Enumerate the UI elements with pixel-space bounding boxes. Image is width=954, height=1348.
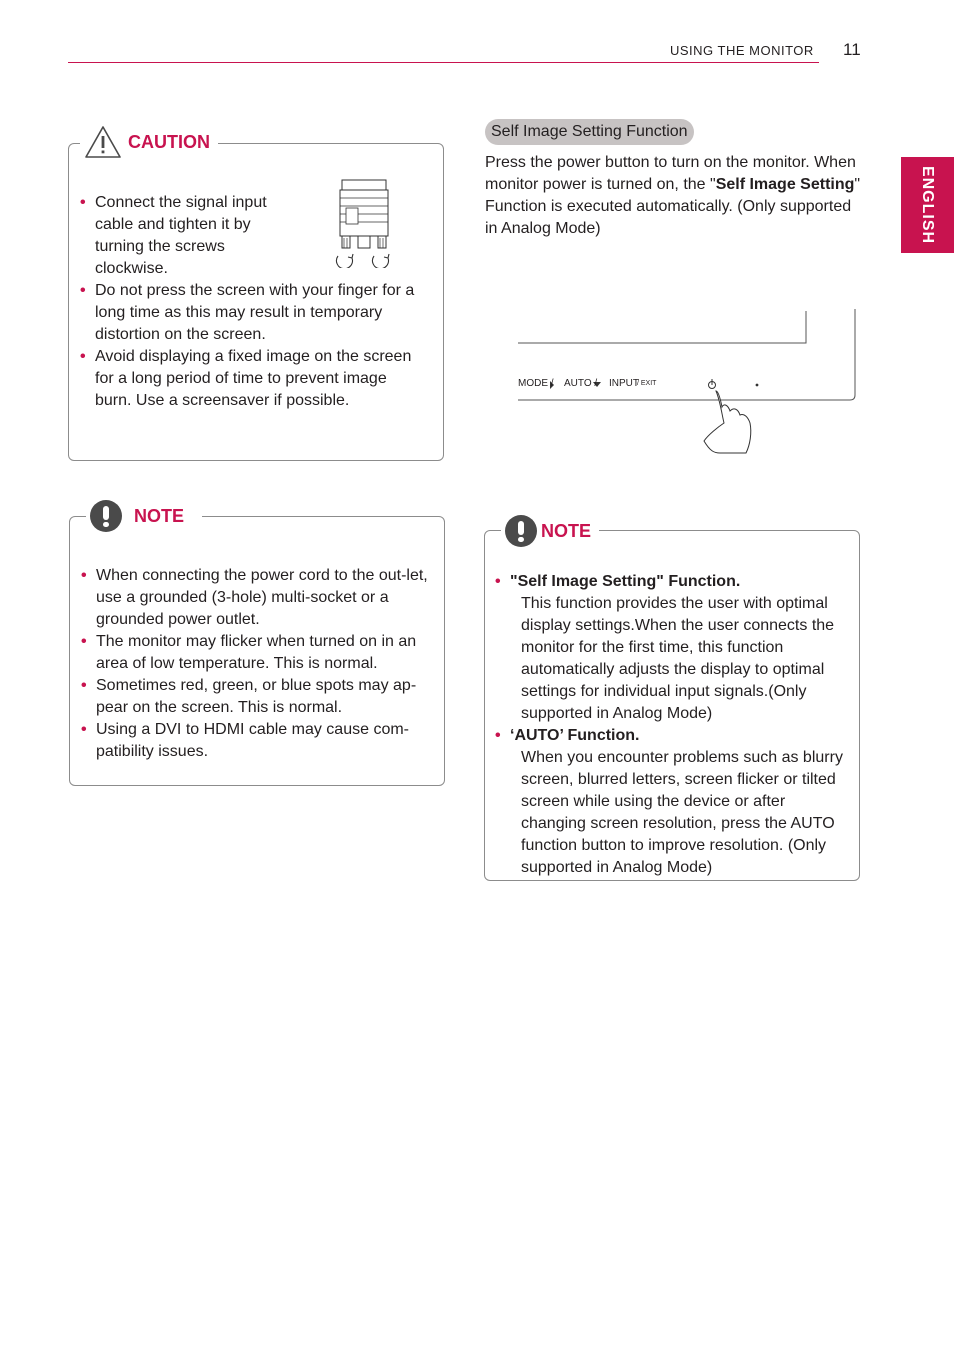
note-list-left (81, 565, 431, 763)
exclamation-icon (90, 500, 122, 532)
auto-button-label: AUTO / (564, 378, 598, 389)
list-item: • The monitor may flicker when turned on in an area of low temperature. This is normal. (81, 631, 431, 675)
warning-triangle-icon (84, 125, 122, 159)
mode-button-label: MODE / (518, 378, 554, 389)
language-tab-label: ENGLISH (919, 165, 936, 245)
language-tab (901, 157, 954, 253)
signal-cable-connector-illustration (332, 178, 396, 268)
section-heading-pill: Self Image Setting Function (485, 119, 694, 145)
header-divider (68, 62, 819, 63)
input-button-label: INPUT (609, 378, 639, 389)
monitor-bezel-illustration (510, 305, 862, 460)
note-title-left: NOTE (134, 505, 185, 526)
list-item: • Avoid displaying a fixed image on the screen for a long period of time to prevent image burn. Use a screensaver if possible. (80, 346, 420, 412)
section-title: USING THE MONITOR (670, 43, 814, 58)
note-heading-right (501, 512, 599, 550)
caution-title: CAUTION (128, 131, 210, 152)
list-item: • Sometimes red, green, or blue spots may ap-pear on the screen. This is normal. (81, 675, 431, 719)
exclamation-icon (505, 515, 537, 547)
list-item: • "Self Image Setting" Function. This function provides the user with optimal display settings.When the user connects the monitor for the first time, this function automatically adjusts the display to optimal settings for individual input signals.(Only supported in Analog Mode) (495, 571, 850, 725)
note-title-right: NOTE (541, 520, 592, 541)
self-image-paragraph: Press the power button to turn on the monitor. When monitor power is turned on, the "Self Image Setting" Function is executed automatically. (Only supported in Analog Mode) (485, 154, 861, 237)
list-item: • ‘AUTO’ Function. When you encounter problems such as blurry screen, blurred letters, screen flicker or tilted screen while using the device or after changing screen resolution, press the AUTO function button to improve resolution. (Only supported in Analog Mode) (495, 725, 850, 879)
list-item: • Using a DVI to HDMI cable may cause com-patibility issues. (81, 719, 431, 763)
list-item: • Do not press the screen with your finger for a long time as this may result in temporary distortion on the screen. (80, 280, 420, 346)
note-list-right (495, 571, 850, 879)
list-item: • When connecting the power cord to the out-let, use a grounded (3-hole) multi-socket or a grounded power outlet. (81, 565, 431, 631)
note-heading-left (86, 497, 202, 535)
exit-button-label: / EXIT (637, 380, 657, 387)
page-number: 11 (843, 40, 861, 59)
caution-heading (80, 124, 218, 160)
list-item: • Connect the signal input cable and tighten it by turning the screws clockwise. (80, 192, 270, 280)
